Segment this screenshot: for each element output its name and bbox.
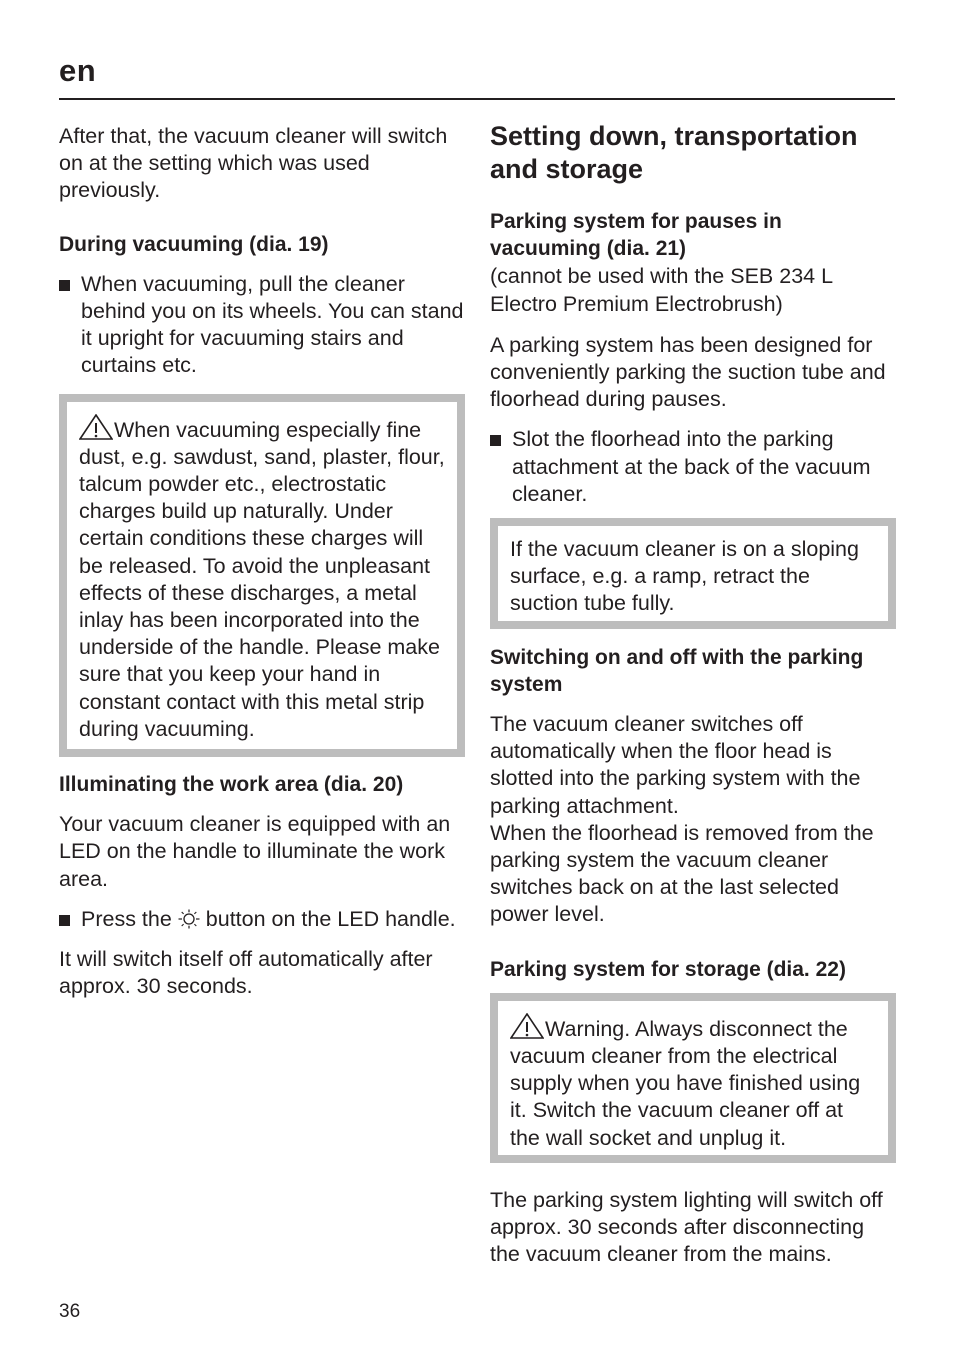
right-column [490,122,896,1269]
slope-info-box [490,518,896,629]
parking-storage-heading: Parking system for storage (dia. 22) [490,957,846,981]
switching-text-1: The vacuum cleaner switches off automatically when the floor head is slotted into the parking system with the parking attachment. [490,712,861,818]
parking-pauses-text: A parking system has been designed for conveniently parking the suction tube and floorhead during pauses. [490,332,886,412]
static-warning-text [79,414,446,743]
left-column [59,122,465,1000]
square-bullet-icon [59,915,70,926]
switching-text-2: When the floorhead is removed from the parking system the vacuum cleaner switches back on at the last selected power level. [490,820,874,927]
slope-info-text: If the vacuum cleaner is on a sloping surface, e.g. a ramp, retract the suction tube fully. [510,537,859,616]
during-vacuuming-heading: During vacuuming (dia. 19) [59,232,329,256]
sun-light-icon [178,909,200,929]
bullet-text: When vacuuming, pull the cleaner behind you on its wheels. You can stand it upright for vacuuming stairs and curtains etc. [81,271,464,378]
square-bullet-icon [59,280,70,291]
static-warning-box [59,394,465,757]
parking-bullet-text: Slot the floorhead into the parking attachment at the back of the vacuum cleaner. [512,427,871,506]
during-vacuuming-bullet [59,271,465,380]
illuminating-bullet-text [81,906,465,933]
bullet-text-before: Press the [81,906,172,931]
warning-triangle-icon [510,1013,544,1039]
bullet-text-after: button on the LED handle. [205,906,456,931]
storage-warning-body: Warning. Always disconnect the vacuum cleaner from the electrical supply when you have finished using it. Switch the vacuum cleaner off at the wall socket and unplug it. [510,1016,861,1150]
parking-pauses-bullet [490,426,896,508]
page-number: 36 [59,1301,81,1322]
static-warning-body: When vacuuming especially fine dust, e.g. sawdust, sand, plaster, flour, talcum powder etc., electrostatic charges build up naturally. Under certain conditions these charges will be released. To avoid the unpleasant effects of these discharges, a metal inlay has been incorporated into the underside of the handle. Please make sure that you keep your hand in constant contact with this metal strip during vacuuming. [79,417,445,741]
storage-warning-text [510,1013,877,1152]
illuminating-bullet [59,906,465,933]
main-section-heading: Setting down, transportation and storage [490,121,858,184]
switching-heading: Switching on and off with the parking system [490,645,864,696]
parking-pauses-note: (cannot be used with the SEB 234 L Electro Premium Electrobrush) [490,264,833,316]
square-bullet-icon [490,435,501,446]
header-rule [59,98,895,100]
parking-storage-text: The parking system lighting will switch off approx. 30 seconds after disconnecting the vacuum cleaner from the mains. [490,1187,883,1267]
storage-warning-box [490,993,896,1163]
illuminating-text: Your vacuum cleaner is equipped with an LED on the handle to illuminate the work area. [59,812,451,891]
illuminating-heading: Illuminating the work area (dia. 20) [59,773,404,797]
intro-paragraph: After that, the vacuum cleaner will switch on at the setting which was used previously. [59,124,448,203]
warning-triangle-icon [79,414,113,440]
parking-pauses-heading: Parking system for pauses in vacuuming (dia. 21) [490,210,782,261]
auto-off-text: It will switch itself off automatically after approx. 30 seconds. [59,947,433,999]
language-code: en [59,53,97,88]
